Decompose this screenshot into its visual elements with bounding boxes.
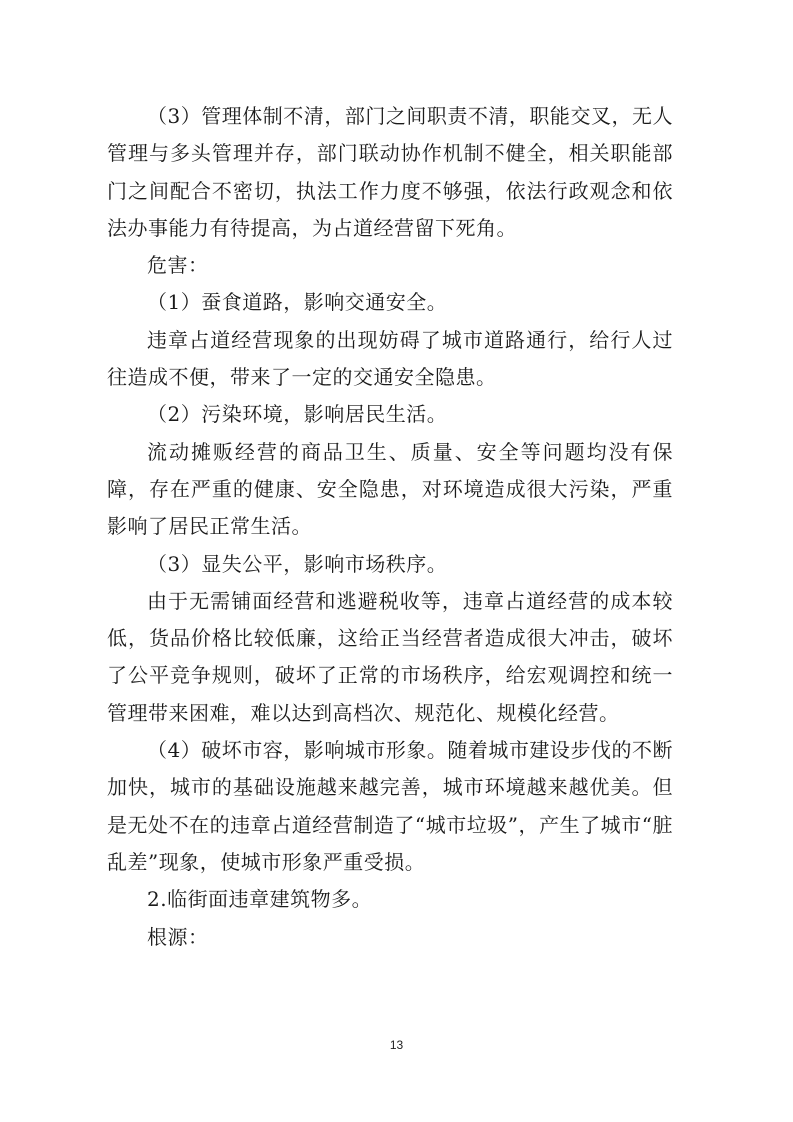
- heading-harms: 危害：: [147, 253, 209, 278]
- paragraph-traffic-safety: 违章占道经营现象的出现妨碍了城市道路通行，给行人过往造成不便，带来了一定的交通安全隐患。: [107, 327, 673, 390]
- heading-illegal-buildings: 2.临街面违章建筑物多。: [147, 887, 373, 912]
- heading-root-causes: 根源：: [147, 924, 209, 949]
- paragraph-city-image: （4）破坏市容，影响城市形象。随着城市建设步伐的不断加快，城市的基础设施越来越完善，城市环境越来越优美。但是无处不在的违章占道经营制造了“城市垃圾”，产生了城市“脏乱差”现象，使城市形象严重受损。: [107, 738, 673, 874]
- subheading-market-order: （3）显失公平，影响市场秩序。: [147, 551, 448, 576]
- page-number: 13: [389, 1038, 404, 1052]
- paragraph-environment: 流动摊贩经营的商品卫生、质量、安全等问题均没有保障，存在严重的健康、安全隐患，对环境造成很大污染，严重影响了居民正常生活。: [107, 439, 673, 539]
- document-body: [107, 98, 673, 956]
- paragraph-management-system: （3）管理体制不清，部门之间职责不清，职能交叉，无人管理与多头管理并存，部门联动协作机制不健全，相关职能部门之间配合不密切，执法工作力度不够强，依法行政观念和依法办事能力有待提高，为占道经营留下死角。: [107, 104, 673, 240]
- paragraph-market-order: 由于无需铺面经营和逃避税收等，违章占道经营的成本较低，货品价格比较低廉，这给正当经营者造成很大冲击，破坏了公平竞争规则，破坏了正常的市场秩序，给宏观调控和统一管理带来困难，难以达到高档次、规范化、规模化经营。: [107, 588, 673, 725]
- subheading-traffic-safety: （1）蚕食道路，影响交通安全。: [147, 290, 448, 315]
- subheading-environment: （2）污染环境，影响居民生活。: [147, 402, 448, 427]
